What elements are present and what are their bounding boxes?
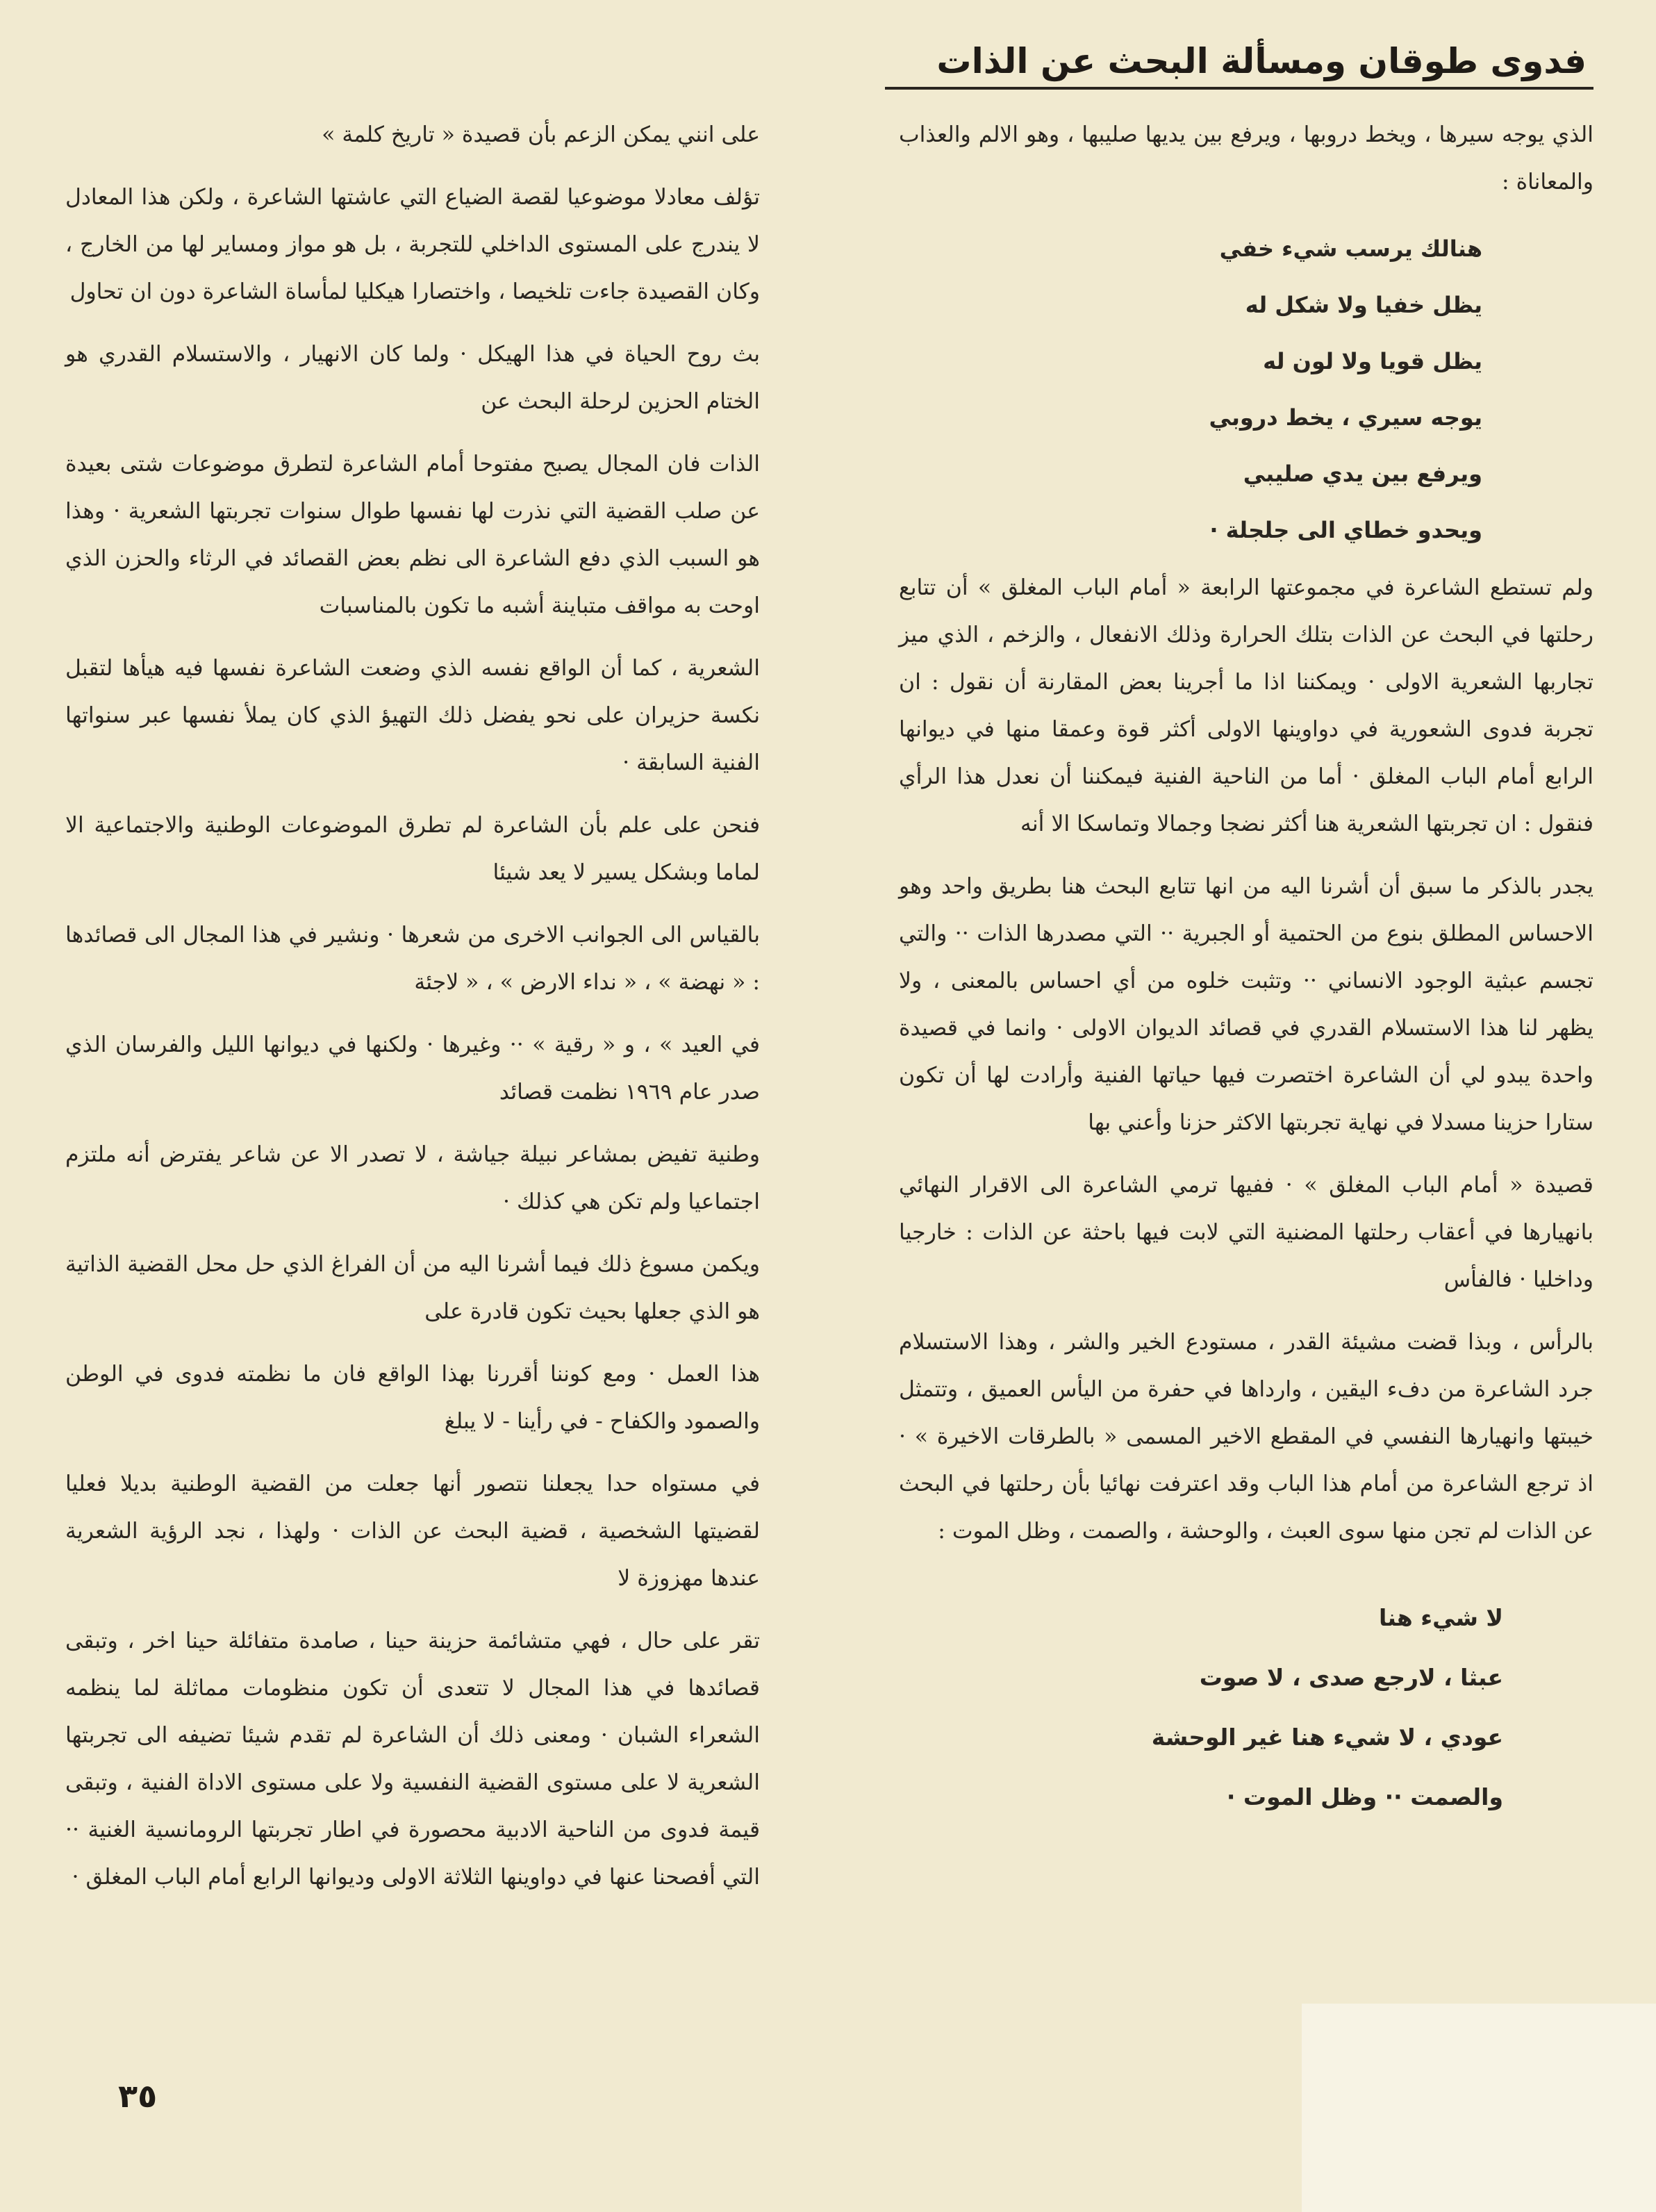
paragraph: تقر على حال ، فهي متشائمة حزينة حينا ، صامدة متفائلة حينا اخر ، وتبقى قصائدها في هذا المجال لا تتعدى أن تكون منظومات مماثلة لما ينظمه الشعراء الشبان · ومعنى ذلك أن الشاعرة لم تقدم شيئا تضيفه الى تجربتها الشعرية لا على مستوى القضية النفسية ولا على مستوى الاداة الفنية ، وتبقى قيمة فدوى من الناحية الادبية محصورة في اطار تجربتها الرومانسية الغنية ·· التي أفصحنا عنها في دواوينها الثلاثة الاولى وديوانها الرابع أمام الباب المغلق · (65, 1628, 760, 1890)
verse-line: لا شيء هنا (1378, 1604, 1503, 1631)
paragraph: الذات فان المجال يصبح مفتوحا أمام الشاعرة لتطرق موضوعات شتى بعيدة عن صلب القضية التي نذرت لها نفسها طوال سنوات تجربتها الشعرية · وهذا هو السبب الذي دفع الشاعرة الى نظم بعض القصائد في الرثاء والحزن الذي اوحت به مواقف متباينة أشبه ما تكون بالمناسبات (65, 452, 760, 618)
running-header (906, 33, 1587, 89)
verse-line: ويحدو خطاي الى جلجلة · (1209, 517, 1482, 543)
page-title: فدوى طوقان ومسألة البحث عن الذات (936, 41, 1587, 81)
poem-excerpt-closing (899, 1588, 1593, 1827)
paragraph: وطنية تفيض بمشاعر نبيلة جياشة ، لا تصدر الا عن شاعر يفترض أنه ملتزم اجتماعيا ولم تكن هي كذلك · (65, 1142, 760, 1214)
page-number: ٣٥ (118, 2077, 158, 2115)
paragraph: بالقياس الى الجوانب الاخرى من شعرها · ونشير في هذا المجال الى قصائدها : « نهضة » ، « نداء الارض » ، « لاجئة (65, 923, 760, 995)
paragraph: في العيد » ، و « رقية » ·· وغيرها · ولكنها في ديوانها الليل والفرسان الذي صدر عام ١٩٦٩ نظمت قصائد (65, 1032, 760, 1105)
paragraph: ويكمن مسوغ ذلك فيما أشرنا اليه من أن الفراغ الذي حل محل القضية الذاتية هو الذي جعلها بحيث تكون قادرة على (65, 1252, 760, 1324)
paragraph: في مستواه حدا يجعلنا نتصور أنها جعلت من القضية الوطنية بديلا فعليا لقضيتها الشخصية ، قضية البحث عن الذات · ولهذا ، نجد الرؤية الشعرية عندها مهزوزة لا (65, 1471, 760, 1591)
verse-line: يظل خفيا ولا شكل له (1245, 292, 1482, 318)
paragraph: قصيدة « أمام الباب المغلق » · ففيها ترمي الشاعرة الى الاقرار النهائي بانهيارها في أعقاب رحلتها المضنية التي لابت فيها باحثة عن الذات : خارجيا وداخليا · فالفأس (899, 1173, 1593, 1292)
paragraph: بث روح الحياة في هذا الهيكل · ولما كان الانهيار ، والاستسلام القدري هو الختام الحزين لرحلة البحث عن (65, 342, 760, 414)
verse-line: هنالك يرسب شيء خفي (1219, 236, 1482, 262)
paragraph: فنحن على علم بأن الشاعرة لم تطرق الموضوعات الوطنية والاجتماعية الا لماما وبشكل يسير لا يعد شيئا (65, 813, 760, 885)
paragraph: يجدر بالذكر ما سبق أن أشرنا اليه من انها تتابع البحث هنا بطريق واحد وهو الاحساس المطلق بنوع من الحتمية أو الجبرية ·· التي مصدرها الذات ·· والتي تجسم عبثية الوجود الانساني ·· وتثبت خلوه من أي احساس بالمعنى ، ولا يظهر لنا هذا الاستسلام القدري في قصائد الديوان الاولى · وانما في قصيدة واحدة يبدو لي أن الشاعرة اختصرت فيها حياتها الفنية وأرادت لها أن تكون ستارا حزينا مسدلا في نهاية تجربتها الاكثر حزنا وأعني بها (899, 874, 1593, 1135)
verse-line: عبثا ، لارجع صدى ، لا صوت (1199, 1664, 1503, 1691)
verse-line: عودي ، لا شيء هنا غير الوحشة (1151, 1724, 1503, 1751)
verse-line: يوجه سيري ، يخط دروبي (1209, 404, 1482, 431)
paragraph: الذي يوجه سيرها ، ويخط دروبها ، ويرفع بين يديها صليبها ، وهو الالم والعذاب والمعاناة : (899, 122, 1593, 195)
scan-corner-patch (1302, 2004, 1656, 2212)
paragraph: تؤلف معادلا موضوعيا لقصة الضياع التي عاشتها الشاعرة ، ولكن هذا المعادل لا يندرج على المستوى الداخلي للتجربة ، بل هو مواز ومساير لها من الخارج ، وكان القصيدة جاءت تلخيصا ، واختصارا هيكليا لمأساة الشاعرة دون ان تحاول (65, 185, 760, 304)
verse-line: ويرفع بين يدي صليبي (1243, 461, 1482, 487)
verse-line: يظل قويا ولا لون له (1263, 348, 1482, 374)
paragraph: الشعرية ، كما أن الواقع نفسه الذي وضعت الشاعرة نفسها فيه هيأها لتقبل نكسة حزيران على نحو يفضل ذلك التهيؤ الذي كان يملأ نفسها عبر سنواتها الفنية السابقة · (65, 656, 760, 775)
verse-line: والصمت ·· وظل الموت · (1226, 1783, 1503, 1810)
poem-excerpt (899, 221, 1593, 559)
header-divider (885, 87, 1593, 90)
paragraph: هذا العمل · ومع كوننا أقررنا بهذا الواقع فان ما نظمته فدوى في الوطن والصمود والكفاح - في رأينا - لا يبلغ (65, 1362, 760, 1434)
right-column (899, 111, 1593, 1833)
paragraph: ولم تستطع الشاعرة في مجموعتها الرابعة « أمام الباب المغلق » أن تتابع رحلتها في البحث عن الذات بتلك الحرارة وذلك الانفعال ، والزخم ، الذي ميز تجاربها الشعرية الاولى · ويمكننا اذا ما أجرينا بعض المقارنة أن نقول : ان تجربة فدوى الشعورية في دواوينها الاولى أكثر قوة وعمقا منها في ديوانها الرابع أمام الباب المغلق · أما من الناحية الفنية فيمكننا أن نعدل هذا الرأي فنقول : ان تجربتها الشعرية هنا أكثر نضجا وجمالا وتماسكا الا أنه (899, 575, 1593, 836)
paragraph: على انني يمكن الزعم بأن قصيدة « تاريخ كلمة » (322, 122, 760, 147)
left-column (65, 111, 760, 1916)
paragraph: بالرأس ، وبذا قضت مشيئة القدر ، مستودع الخير والشر ، وهذا الاستسلام جرد الشاعرة من دفء اليقين ، وارداها في حفرة من اليأس العميق ، وتتمثل خيبتها وانهيارها النفسي في المقطع الاخير المسمى « بالطرقات الاخيرة » · اذ ترجع الشاعرة من أمام هذا الباب وقد اعترفت نهائيا بأن رحلتها في البحث عن الذات لم تجن منها سوى العبث ، والوحشة ، والصمت ، وظل الموت : (899, 1330, 1593, 1544)
